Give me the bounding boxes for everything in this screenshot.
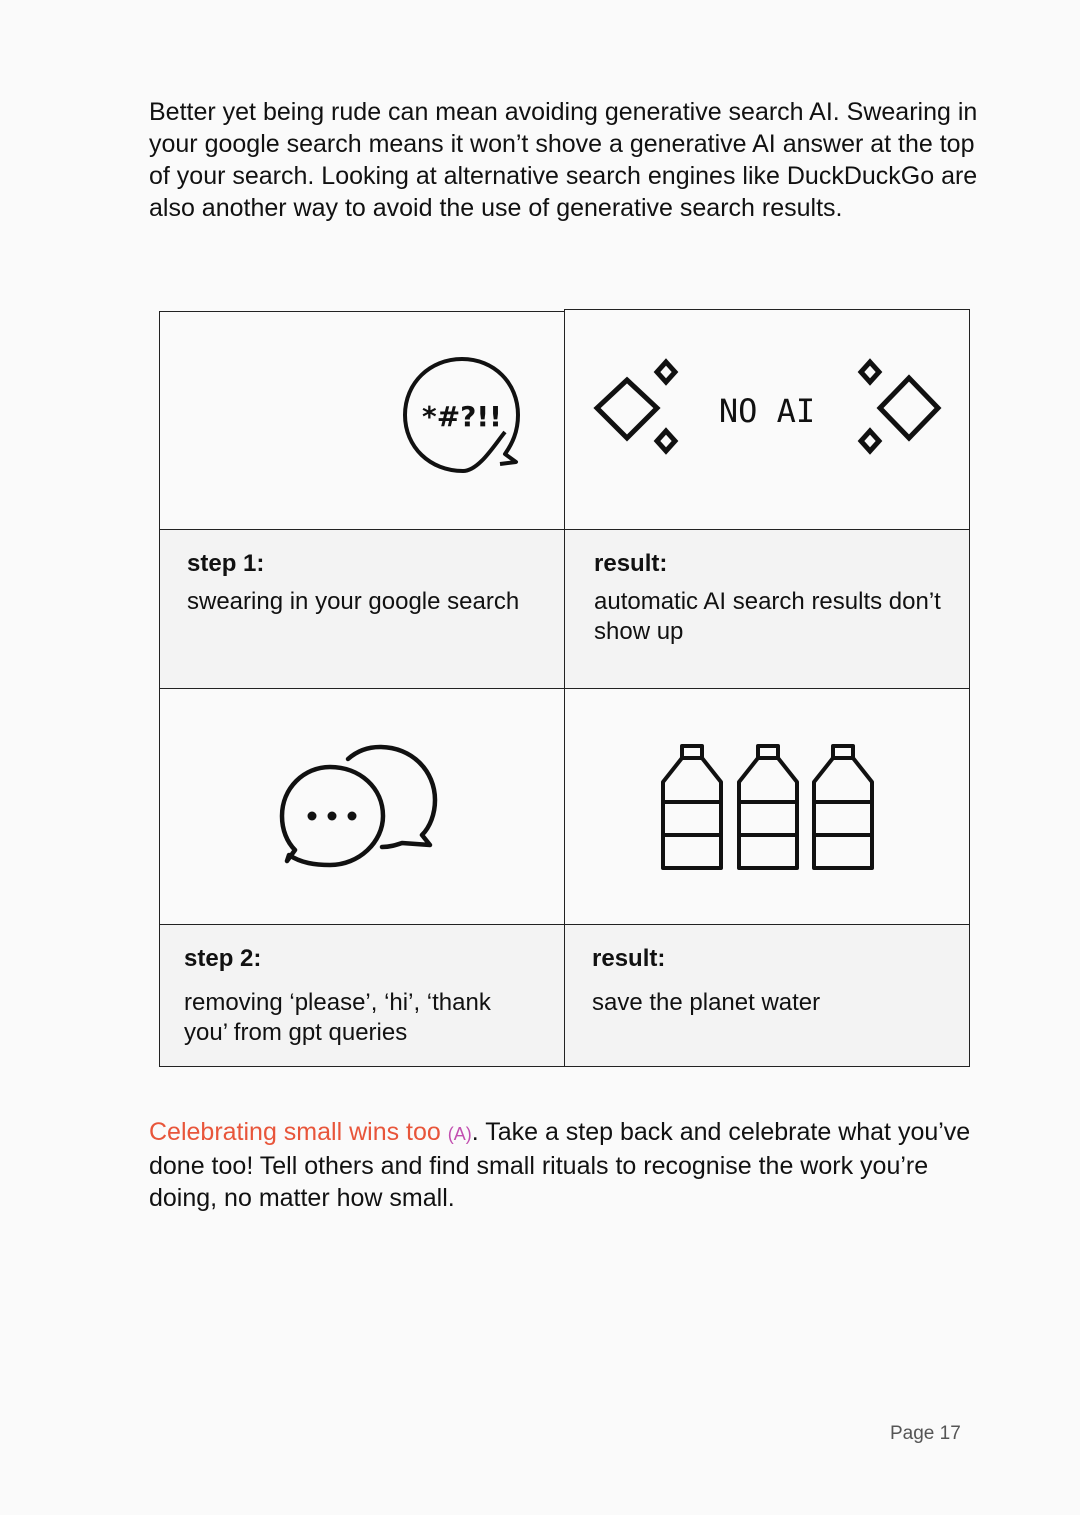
step-1-cell bbox=[159, 529, 565, 689]
outro-paragraph bbox=[149, 1116, 989, 1214]
reference-marker: (A) bbox=[447, 1124, 472, 1144]
chat-icon-cell bbox=[159, 688, 565, 925]
intro-paragraph: Better yet being rude can mean avoiding generative search AI. Swearing in your google search means it won’t shove a generative AI answer at the top of your search. Looking at alternative search engines like DuckDuckGo are also another way to avoid the use of generative search results. bbox=[149, 98, 978, 222]
chat-bubbles-icon bbox=[160, 689, 566, 926]
result-2-cell bbox=[564, 924, 970, 1067]
outro-text: . Take a step back and celebrate what you’ve done too! Tell others and find small rituals to recognise the work you’re doing, no matter how small. bbox=[149, 1118, 971, 1212]
no-ai-icon-cell bbox=[564, 309, 970, 530]
result-2-title: result: bbox=[592, 945, 666, 972]
steps-table bbox=[159, 311, 970, 1067]
step-2-cell bbox=[159, 924, 565, 1067]
water-bottles-group bbox=[565, 689, 971, 926]
step-2-title: step 2: bbox=[184, 945, 262, 972]
water-bottle-icon bbox=[739, 746, 797, 868]
result-1-title: result: bbox=[594, 550, 668, 577]
result-1-text: automatic AI search results don’t show up bbox=[594, 588, 941, 645]
bottles-icon-cell bbox=[564, 688, 970, 925]
result-2-text: save the planet water bbox=[592, 989, 821, 1016]
step-1-text: swearing in your google search bbox=[187, 588, 520, 615]
swear-speech-bubble-icon bbox=[160, 312, 566, 531]
outro-highlight: Celebrating small wins too bbox=[149, 1118, 441, 1146]
step-1-title: step 1: bbox=[187, 550, 265, 577]
step-2-text: removing ‘please’, ‘hi’, ‘thank you’ from gpt queries bbox=[184, 989, 491, 1046]
result-1-cell bbox=[564, 529, 970, 689]
swear-icon-cell bbox=[159, 311, 565, 530]
water-bottle-icon bbox=[663, 746, 721, 868]
water-bottle-icon bbox=[814, 746, 872, 868]
no-ai-label: NO AI bbox=[718, 392, 816, 430]
swear-text: *#?!! bbox=[422, 400, 502, 433]
sparkles-icon bbox=[565, 310, 971, 531]
page-number: Page 17 bbox=[890, 1423, 961, 1444]
